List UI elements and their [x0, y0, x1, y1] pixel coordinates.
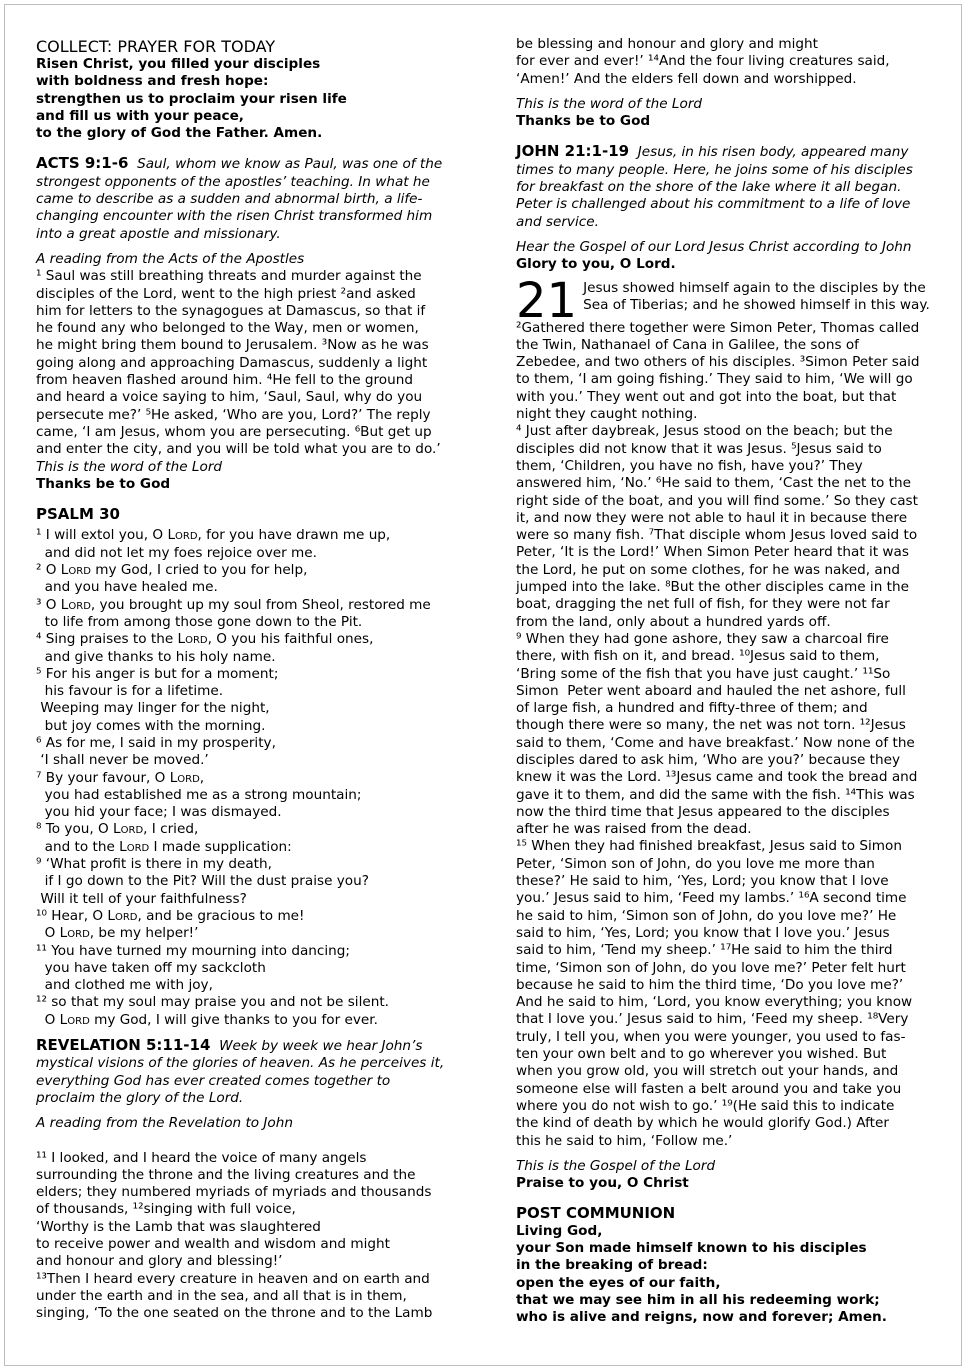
psalm-line: and give thanks to his holy name. [36, 648, 276, 665]
psalm-line: but joy comes with the morning. [36, 717, 266, 734]
gospel-line: disciples dared to ask him, ‘Who are you?’ because they [516, 751, 901, 768]
gospel-response-call: This is the Gospel of the Lord [516, 1157, 716, 1174]
post-communion-line: in the breaking of bread: [516, 1257, 708, 1274]
gospel-intro-text: Jesus, in his risen body, appeared many [637, 144, 909, 161]
gospel-line: it, and now they were not able to haul it in because there [516, 509, 908, 526]
gospel-line: Simon Peter went aboard and hauled the net ashore, full [516, 682, 906, 699]
gospel-line: that I love you.’ Jesus said to him, ‘Feed my sheep. ¹⁸Very [516, 1011, 909, 1028]
gospel-line: he said to him, ‘Simon son of John, do you love me?’ He [516, 907, 897, 924]
psalm-heading: PSALM 30 [36, 505, 120, 524]
acts-line: disciples of the Lord, went to the high priest ²and asked [36, 285, 416, 302]
revelation-line: ‘Amen!’ And the elders fell down and worshipped. [516, 70, 857, 87]
psalm-line: you have taken off my sackcloth [36, 959, 266, 976]
post-communion-prayer [516, 1223, 936, 1327]
psalm-line: Will it tell of your faithfulness? [36, 890, 247, 907]
gospel-line: where you do not wish to go.’ ¹⁹(He said this to indicate [516, 1097, 895, 1114]
gospel-line: ²Gathered there together were Simon Peter, Thomas called [516, 319, 920, 336]
psalm-line: O Lord my God, I will give thanks to you for ever. [36, 1011, 378, 1028]
gospel-line: knew it was the Lord. ¹³Jesus came and took the bread and [516, 769, 918, 786]
gospel-line: after he was raised from the dead. [516, 821, 752, 838]
collect-line: and fill us with your peace, [36, 107, 244, 124]
gospel-section [516, 143, 936, 1192]
gospel-line: this he said to him, ‘Follow me.’ [516, 1132, 733, 1149]
gospel-line: disciples did not know that it was Jesus. ⁵Jesus said to [516, 440, 882, 457]
revelation-intro-text: mystical visions of the glories of heaven. As he perceives it, [36, 1055, 445, 1072]
psalm-line: ⁶ As for me, I said in my prosperity, [36, 734, 276, 751]
acts-intro-text: strongest opponents of the apostles’ teaching. In what he [36, 173, 430, 190]
psalm-line: if I go down to the Pit? Will the dust praise you? [36, 873, 369, 890]
revelation-line: singing, ‘To the one seated on the throne and to the Lamb [36, 1305, 433, 1322]
revelation-response: Thanks be to God [516, 113, 651, 130]
acts-response-call: This is the word of the Lord [36, 458, 223, 475]
gospel-intro-line [516, 179, 936, 196]
gospel-line: someone else will fasten a belt around you and take you [516, 1080, 902, 1097]
gospel-intro-text: times to many people. Here, he joins some of his disciples [516, 161, 913, 178]
acts-reading-text [36, 268, 456, 458]
psalm-line: O Lord, be my helper!’ [36, 925, 199, 942]
gospel-line: there, with fish on it, and bread. ¹⁰Jesus said to them, [516, 648, 880, 665]
collect-heading: COLLECT: PRAYER FOR TODAY [36, 37, 276, 56]
psalm-line: you had established me as a strong mountain; [36, 786, 362, 803]
gospel-line: when you grow old, you will stretch out your hands, and [516, 1063, 899, 1080]
psalm-line: ⁹ ‘What profit is there in my death, [36, 856, 272, 873]
gospel-line: the Lord, he put on some clothes, for he was naked, and [516, 561, 900, 578]
gospel-line: though there were so many, the net was not torn. ¹²Jesus [516, 717, 906, 734]
acts-intro-text: came to describe as a sudden and abnormal birth, a life- [36, 191, 423, 208]
psalm-line: ¹¹ You have turned my mourning into dancing; [36, 942, 350, 959]
revelation-line: surrounding the throne and the living creatures and the [36, 1166, 416, 1183]
revelation-reading-text [36, 1150, 456, 1323]
collect-line: strengthen us to proclaim your risen life [36, 90, 347, 107]
gospel-intro-line [516, 143, 936, 161]
psalm-section [36, 506, 456, 1029]
gospel-line: And he said to him, ‘Lord, you know everything; you know [516, 994, 913, 1011]
psalm-line: ⁴ Sing praises to the Lord, O you his faithful ones, [36, 631, 374, 648]
psalm-line: and to the Lord I made supplication: [36, 838, 292, 855]
gospel-announcement: Hear the Gospel of our Lord Jesus Christ according to John [516, 238, 912, 255]
psalm-line: ¹⁰ Hear, O Lord, and be gracious to me! [36, 907, 305, 924]
psalm-line: to life from among those gone down to the Pit. [36, 613, 363, 630]
acts-line: from heaven flashed around him. ⁴He fell to the ground [36, 372, 413, 389]
gospel-line: night they caught nothing. [516, 406, 698, 423]
revelation-intro-text: everything God has ever created comes together to [36, 1072, 391, 1089]
collect-line: with boldness and fresh hope: [36, 73, 269, 90]
post-communion-line: who is alive and reigns, now and forever; Amen. [516, 1309, 887, 1326]
collect-section [36, 37, 456, 142]
gospel-line: you.’ Jesus said to him, ‘Feed my lambs.’ ¹⁶A second time [516, 890, 907, 907]
acts-line: ¹ Saul was still breathing threats and murder against the [36, 268, 422, 285]
revelation-line: for ever and ever!’ ¹⁴And the four living creatures said, [516, 53, 890, 70]
revelation-line: be blessing and honour and glory and might [516, 36, 818, 52]
post-communion-line: that we may see him in all his redeeming work; [516, 1291, 880, 1308]
gospel-line: ten your own belt and to go wherever you wished. But [516, 1046, 887, 1063]
gospel-first-line: Sea of Tiberias; and he showed himself in this way. [583, 296, 930, 313]
gospel-intro-text: for breakfast on the shore of the lake where it all began. [516, 179, 902, 196]
psalm-line: and you have healed me. [36, 579, 218, 596]
acts-line: and enter the city, and you will be told what you are to do.’ [36, 441, 441, 458]
revelation-intro-line [36, 1037, 456, 1055]
psalm-line: ³ O Lord, you brought up my soul from Sheol, restored me [36, 596, 431, 613]
acts-intro-ref: ACTS 9:1-6 [36, 154, 129, 173]
gospel-line: Zebedee, and two others of his disciples. ³Simon Peter said [516, 354, 920, 371]
revelation-line: under the earth and in the sea, and all that is in them, [36, 1287, 407, 1304]
gospel-line: right side of the boat, and you will find some.’ So they cast [516, 492, 918, 509]
revelation-line: elders; they numbered myriads of myriads and thousands [36, 1184, 432, 1201]
post-communion-line: open the eyes of our faith, [516, 1274, 721, 1291]
gospel-line: gave it to them, and did the same with the fish. ¹⁴This was [516, 786, 915, 803]
acts-intro-line [36, 191, 456, 208]
gospel-line: time, ‘Simon son of John, do you love me?’ Peter felt hurt [516, 959, 906, 976]
gospel-intro-ref: JOHN 21:1-19 [516, 142, 630, 161]
acts-intro-text: into a great apostle and missionary. [36, 225, 281, 242]
revelation-section [36, 1037, 456, 1322]
gospel-line: jumped into the lake. ⁸But the other disciples came in the [516, 579, 909, 596]
psalm-line: ¹² so that my soul may praise you and not be silent. [36, 994, 389, 1011]
gospel-line: from the land, only about a hundred yards off. [516, 613, 831, 630]
psalm-line: ¹ I will extol you, O Lord, for you have drawn me up, [36, 527, 391, 544]
collect-prayer [36, 56, 456, 142]
gospel-intro-line [516, 214, 936, 231]
collect-line: Risen Christ, you filled your disciples [36, 56, 321, 72]
revelation-reading-text-continued [516, 36, 936, 88]
gospel-line: ¹⁵ When they had finished breakfast, Jesus said to Simon [516, 838, 902, 855]
revelation-line: ¹³Then I heard every creature in heaven and on earth and [36, 1270, 430, 1287]
gospel-response: Praise to you, O Christ [516, 1175, 689, 1192]
gospel-intro-text: Peter is challenged about his commitment to a life of love [516, 196, 911, 213]
gospel-line: to them, ‘I am going fishing.’ They said to him, ‘We will go [516, 371, 913, 388]
acts-intro-text: changing encounter with the risen Christ transformed him [36, 208, 433, 225]
gospel-line: Peter, ‘It is the Lord!’ When Simon Peter heard that it was [516, 544, 909, 561]
post-communion-heading: POST COMMUNION [516, 1204, 676, 1223]
gospel-first-line: Jesus showed himself again to the disciples by the [583, 279, 926, 296]
revelation-response-call: This is the word of the Lord [516, 95, 703, 112]
gospel-line: of large fish, a hundred and fifty-three of them; and [516, 700, 868, 717]
gospel-line: boat, dragging the net full of fish, for they were not far [516, 596, 890, 613]
right-column [516, 36, 936, 1326]
gospel-line: because he said to him the third time, ‘Do you love me?’ [516, 976, 904, 993]
gospel-reading-text [516, 320, 936, 1150]
gospel-line: ‘Bring some of the fish that you have just caught.’ ¹¹So [516, 665, 891, 682]
gospel-first-lines [516, 280, 936, 315]
gospel-line: Peter, ‘Simon son of John, do you love me more than [516, 855, 875, 872]
psalm-line: his favour is for a lifetime. [36, 683, 224, 700]
acts-intro [36, 155, 456, 242]
gospel-line: ⁴ Just after daybreak, Jesus stood on the beach; but the [516, 423, 893, 440]
post-communion-line: Living God, [516, 1222, 603, 1239]
acts-line: him for letters to the synagogues at Damascus, so that if [36, 302, 426, 319]
gospel-line: now the third time that Jesus appeared to the disciples [516, 803, 890, 820]
psalm-line: ⁵ For his anger is but for a moment; [36, 665, 279, 682]
revelation-intro-line [36, 1055, 456, 1072]
psalm-line: ⁸ To you, O Lord, I cried, [36, 821, 199, 838]
gospel-line: with you.’ They went out and got into the boat, but that [516, 388, 897, 405]
revelation-intro [36, 1037, 456, 1107]
revelation-line: ¹¹ I looked, and I heard the voice of many angels [36, 1149, 367, 1166]
revelation-line: ‘Worthy is the Lamb that was slaughtered [36, 1218, 321, 1235]
gospel-line: said to him, ‘Yes, Lord; you know that I love you.’ Jesus [516, 924, 890, 941]
acts-line: he found any who belonged to the Way, men or women, [36, 320, 419, 337]
acts-line: he might bring them bound to Jerusalem. ³Now as he was [36, 337, 429, 354]
chapter-number: 21 [516, 272, 578, 329]
gospel-line: said to him, ‘Tend my sheep.’ ¹⁷He said to him the third [516, 942, 893, 959]
revelation-intro-line [36, 1073, 456, 1090]
gospel-intro-line [516, 162, 936, 179]
acts-line: and heard a voice saying to him, ‘Saul, Saul, why do you [36, 389, 423, 406]
psalm-line: Weeping may linger for the night, [36, 700, 270, 717]
acts-line: persecute me?’ ⁵He asked, ‘Who are you, Lord?’ The reply [36, 406, 431, 423]
gospel-line: the Twin, Nathanael of Cana in Galilee, the sons of [516, 336, 859, 353]
gospel-intro-text: and service. [516, 213, 599, 230]
acts-response: Thanks be to God [36, 475, 171, 492]
psalm-line: ‘I shall never be moved.’ [36, 752, 209, 769]
revelation-line: and honour and glory and blessing!’ [36, 1253, 283, 1270]
gospel-line: answered him, ‘No.’ ⁶He said to them, ‘Cast the net to the [516, 475, 911, 492]
gospel-line: them, ‘Children, you have no fish, have you?’ They [516, 457, 863, 474]
psalm-line: ² O Lord my God, I cried to you for help, [36, 562, 308, 579]
acts-intro-line [36, 155, 456, 173]
acts-announcement: A reading from the Acts of the Apostles [36, 250, 305, 267]
revelation-intro-text: proclaim the glory of the Lord. [36, 1089, 244, 1106]
acts-intro-line [36, 226, 456, 243]
revelation-line: of thousands, ¹²singing with full voice, [36, 1201, 296, 1218]
psalm-line: ⁷ By your favour, O Lord, [36, 769, 205, 786]
gospel-line: were so many fish. ⁷That disciple whom Jesus loved said to [516, 527, 918, 544]
revelation-intro-ref: REVELATION 5:11-14 [36, 1036, 211, 1055]
post-communion-section [516, 1205, 936, 1326]
psalm-line: you hid your face; I was dismayed. [36, 804, 282, 821]
acts-intro-line [36, 208, 456, 225]
acts-line: came, ‘I am Jesus, whom you are persecuting. ⁶But get up [36, 423, 432, 440]
gospel-line: these?’ He said to him, ‘Yes, Lord; you know that I love [516, 873, 889, 890]
acts-intro-line [36, 174, 456, 191]
gospel-line: ⁹ When they had gone ashore, they saw a charcoal fire [516, 630, 889, 647]
psalm-text [36, 527, 456, 1029]
revelation-line: to receive power and wealth and wisdom and might [36, 1236, 390, 1252]
acts-section [36, 155, 456, 493]
gospel-line: said to them, ‘Come and have breakfast.’ Now none of the [516, 734, 915, 751]
gospel-line: the kind of death by which he would glorify God.) After [516, 1115, 889, 1132]
acts-intro-text: Saul, whom we know as Paul, was one of the [137, 156, 443, 173]
revelation-announcement: A reading from the Revelation to John [36, 1115, 293, 1132]
left-column [36, 37, 456, 1322]
psalm-line: and clothed me with joy, [36, 977, 213, 994]
revelation-intro-line [36, 1090, 456, 1107]
revelation-intro-text: Week by week we hear John’s [219, 1038, 423, 1055]
gospel-intro-line [516, 196, 936, 213]
post-communion-line: your Son made himself known to his disciples [516, 1240, 867, 1256]
gospel-intro [516, 143, 936, 230]
gospel-line: truly, I tell you, when you were younger, you used to fas- [516, 1028, 906, 1045]
acts-line: going along and approaching Damascus, suddenly a light [36, 354, 428, 371]
psalm-line: and did not let my foes rejoice over me. [36, 544, 317, 561]
gospel-announcement-response: Glory to you, O Lord. [516, 256, 676, 273]
collect-line: to the glory of God the Father. Amen. [36, 125, 323, 142]
